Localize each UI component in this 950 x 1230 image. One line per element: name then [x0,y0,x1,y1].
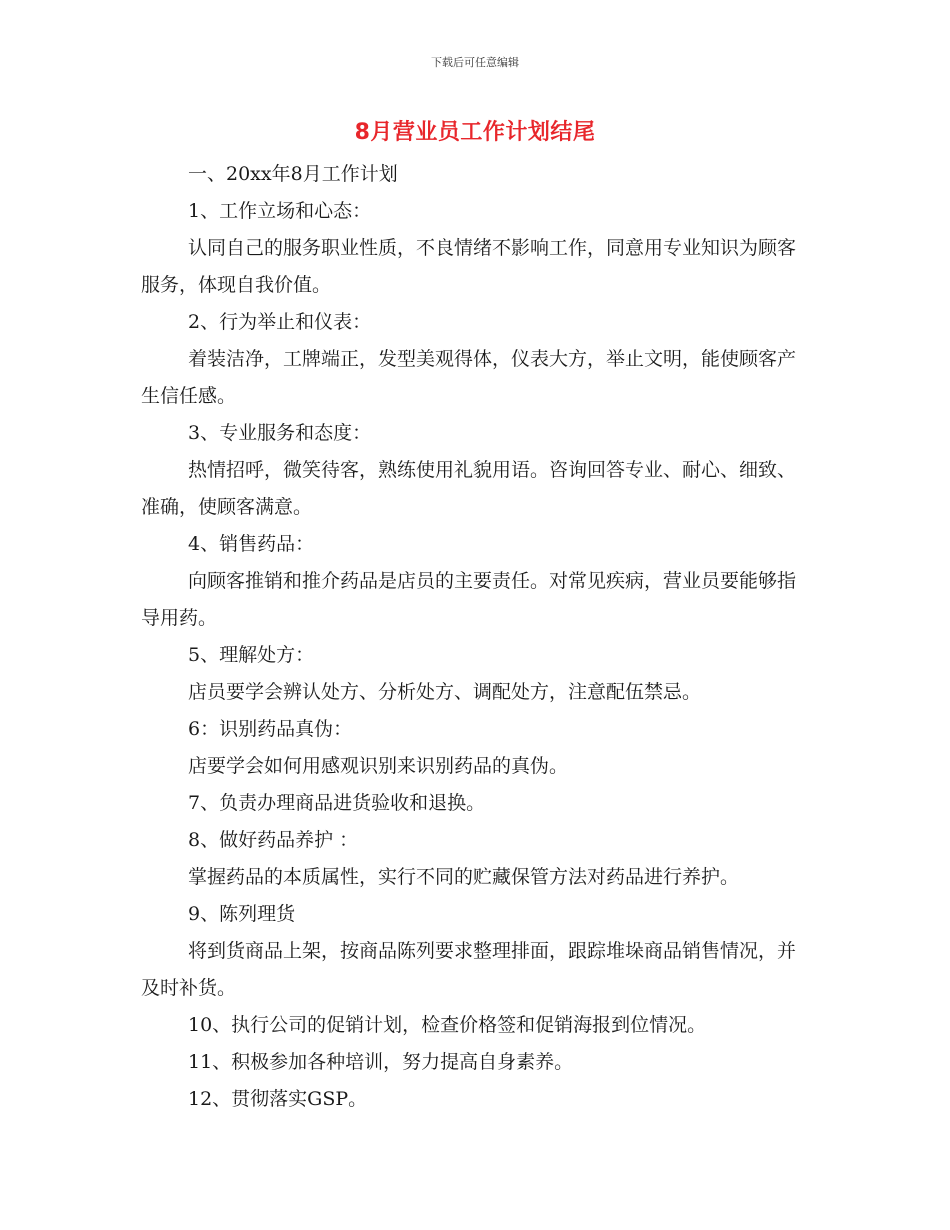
item-body-8: 掌握药品的本质属性，实行不同的贮藏保管方法对药品进行养护。 [188,866,740,888]
item-heading-9: 9、陈列理货 [188,903,296,925]
document-title: 8月营业员工作计划结尾 [354,120,596,145]
item-heading-4: 4、销售药品： [188,533,315,555]
page-header-note: 下载后可任意编辑 [431,56,519,69]
item-10: 10、执行公司的促销计划，检查价格签和促销海报到位情况。 [188,1014,707,1036]
item-body-4: 向顾客推销和推介药品是店员的主要责任。对常见疾病，营业员要能够指导用药。 [141,570,797,629]
item-heading-2: 2、行为举止和仪表： [188,311,372,333]
item-body-9: 将到货商品上架，按商品陈列要求整理排面，跟踪堆垛商品销售情况，并及时补货。 [141,940,797,999]
item-body-2: 着装洁净，工牌端正，发型美观得体，仪表大方，举止文明，能使顾客产生信任感。 [141,348,797,407]
section-heading: 一、20xx年8月工作计划 [188,163,398,185]
item-heading-6: 6：识别药品真伪： [188,718,353,740]
item-body-6: 店要学会如何用感观识别来识别药品的真伪。 [188,755,569,777]
item-body-3: 热情招呼，微笑待客，熟练使用礼貌用语。咨询回答专业、耐心、细致、准确，使顾客满意。 [141,459,797,518]
item-heading-5: 5、理解处方： [188,644,315,666]
item-heading-8: 8、做好药品养护 ： [188,829,359,851]
item-heading-3: 3、专业服务和态度： [188,422,372,444]
document-body [141,156,811,1118]
item-body-5: 店员要学会辨认处方、分析处方、调配处方，注意配伍禁忌。 [188,681,702,703]
item-body-1: 认同自己的服务职业性质，不良情绪不影响工作，同意用专业知识为顾客服务，体现自我价值。 [141,237,797,296]
item-heading-1: 1、工作立场和心态： [188,200,372,222]
item-12: 12、贯彻落实GSP。 [188,1088,368,1110]
item-7: 7、负责办理商品进货验收和退换。 [188,792,486,814]
item-11: 11、积极参加各种培训，努力提高自身素养。 [188,1051,574,1073]
